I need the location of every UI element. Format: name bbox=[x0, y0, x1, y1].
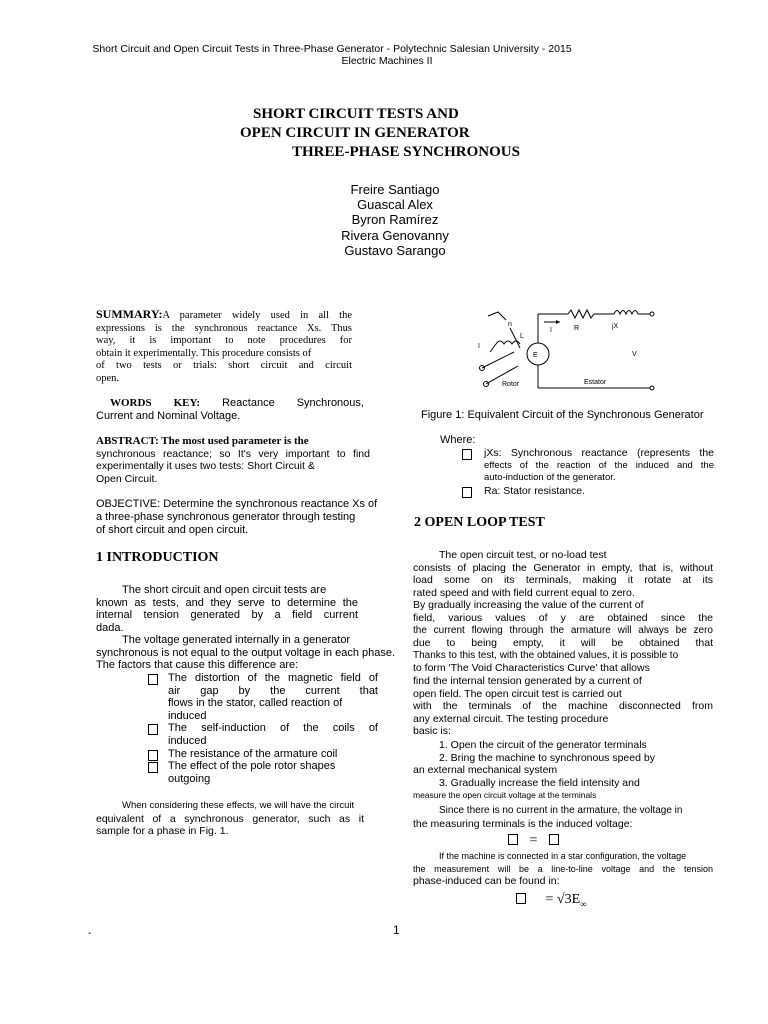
step-item: an external mechanical system bbox=[413, 764, 558, 777]
running-header-line1: Short Circuit and Open Circuit Tests in Three-Phase Generator - Polytechnic Salesian University - 2015 bbox=[92, 43, 572, 55]
paragraph-line: By gradually increasing the value of the current of bbox=[413, 599, 644, 612]
openloop-steps bbox=[413, 739, 713, 802]
equation-operator: = bbox=[529, 833, 538, 848]
list-item bbox=[148, 672, 378, 722]
bullet-box-icon bbox=[148, 724, 158, 735]
list-item-line: flows in the stator, called reaction of bbox=[168, 697, 343, 710]
resistor-icon bbox=[568, 310, 594, 318]
paragraph-line: phase-induced can be found in: bbox=[413, 875, 560, 888]
symbol-box-icon bbox=[516, 893, 526, 904]
where-label: Where: bbox=[440, 434, 476, 446]
list-item-line: Ra: Stator resistance. bbox=[484, 484, 585, 497]
running-header-line2: Electric Machines II bbox=[341, 55, 433, 67]
paragraph-line: the measurement will be a line-to-line voltage and the tension bbox=[413, 863, 713, 874]
paragraph-line: the current flowing through the armature will always be zero bbox=[413, 624, 713, 636]
paragraph-line: Thanks to this test, with the obtained values, it is possible to bbox=[413, 649, 679, 661]
label-vphi: V bbox=[632, 351, 637, 358]
label-ia: I bbox=[550, 327, 552, 334]
label-rotor: Rotor bbox=[502, 381, 520, 388]
bullet-box-icon bbox=[462, 487, 472, 498]
rotation-arrow-icon bbox=[488, 312, 506, 320]
equivalent-circuit-figure bbox=[470, 300, 670, 400]
intro-paragraph-1 bbox=[96, 584, 358, 634]
figure-caption: Figure 1: Equivalent Circuit of the Synchronous Generator bbox=[421, 409, 704, 421]
paragraph-line: to form 'The Void Characteristics Curve' that allows bbox=[413, 662, 650, 675]
summary-line: open. bbox=[96, 372, 120, 384]
abstract-line: Open Circuit. bbox=[96, 472, 158, 485]
intro-line: dada. bbox=[96, 621, 124, 634]
list-item-line: The resistance of the armature coil bbox=[168, 747, 338, 760]
paragraph-line: The open circuit test, or no-load test bbox=[439, 549, 607, 561]
bullet-box-icon bbox=[148, 674, 158, 685]
keywords-term: Reactance bbox=[222, 397, 275, 409]
abstract-block bbox=[96, 435, 370, 485]
intro-paragraph-2 bbox=[96, 634, 406, 672]
footer-mark: - bbox=[88, 928, 92, 939]
star-paragraph bbox=[413, 850, 713, 888]
summary-label: SUMMARY: bbox=[96, 307, 163, 321]
label-n: n bbox=[508, 321, 512, 328]
paragraph-line: the measuring terminals is the induced voltage: bbox=[413, 817, 633, 830]
paragraph-line: find the internal tension generated by a current of bbox=[413, 674, 642, 687]
paragraph-line: any external circuit. The testing procedure bbox=[413, 712, 609, 725]
label-ea: E bbox=[533, 352, 538, 359]
keywords-term: Synchronous, bbox=[296, 397, 364, 409]
paragraph-line: open field. The open circuit test is carried out bbox=[413, 687, 622, 700]
list-item bbox=[148, 748, 378, 761]
openloop-heading: 2 OPEN LOOP TEST bbox=[414, 515, 545, 530]
objective-block bbox=[96, 498, 396, 537]
step-item: 3. Gradually increase the field intensity and bbox=[439, 776, 640, 789]
paragraph-line: Since there is no current in the armature, the voltage in bbox=[439, 805, 683, 816]
list-item-line: The self-induction of the coils of bbox=[168, 722, 378, 735]
list-item bbox=[462, 447, 714, 485]
intro-line: equivalent of a synchronous generator, such as it bbox=[96, 812, 364, 825]
ea-source-icon bbox=[527, 343, 549, 365]
keywords-key: KEY: bbox=[173, 397, 201, 409]
summary-first-line: A parameter widely used in all the bbox=[162, 310, 352, 321]
intro-line: The factors that cause this difference are: bbox=[96, 659, 299, 672]
list-item-line: The distortion of the magnetic field of bbox=[168, 672, 378, 684]
author-2: Guascal Alex bbox=[357, 197, 433, 212]
inductor-icon bbox=[614, 311, 638, 315]
list-item bbox=[148, 760, 378, 785]
paragraph-line: If the machine is connected in a star configuration, the voltage bbox=[439, 851, 687, 861]
list-item-line: induced bbox=[168, 734, 207, 747]
intro-bullet-list bbox=[148, 672, 378, 785]
paragraph-line: field, various values of y are obtained since the bbox=[413, 611, 713, 624]
author-4: Rivera Genovanny bbox=[341, 228, 449, 243]
intro-line: synchronous is not equal to the output voltage in each phase. bbox=[96, 646, 396, 659]
intro-line: When considering these effects, we will have the circuit bbox=[122, 800, 355, 811]
list-item-line: The effect of the pole rotor shapes bbox=[168, 760, 336, 773]
objective-line: of short circuit and open circuit. bbox=[96, 524, 249, 536]
abstract-line: experimentally it uses two tests: Short Circuit & bbox=[96, 460, 315, 473]
keywords-word: WORDS bbox=[110, 397, 152, 409]
list-item bbox=[148, 722, 378, 747]
label-lf: L bbox=[520, 333, 524, 340]
objective-line: OBJECTIVE: Determine the synchronous reactance Xs of bbox=[96, 498, 378, 510]
label-stator: Estator bbox=[584, 379, 607, 386]
title-line3: THREE-PHASE SYNCHRONOUS bbox=[292, 144, 520, 160]
label-jxs: jX bbox=[612, 323, 619, 330]
intro-paragraph-3 bbox=[96, 800, 364, 838]
equation-line-voltage bbox=[516, 892, 587, 909]
abstract-line: synchronous reactance; so It's very important to find bbox=[96, 447, 370, 460]
title-line1: SHORT CIRCUIT TESTS AND bbox=[253, 106, 459, 122]
intro-line: sample for a phase in Fig. 1. bbox=[96, 825, 229, 838]
paragraph-line: with the terminals of the machine disconnected from bbox=[413, 700, 713, 713]
summary-line: of two tests or trials: short circuit and circuit bbox=[96, 360, 352, 372]
equation-subscript: ∞ bbox=[580, 898, 587, 909]
objective-line: a three-phase synchronous generator through testing bbox=[96, 511, 356, 523]
list-item-line: induced bbox=[168, 709, 207, 722]
step-item: measure the open circuit voltage at the terminals bbox=[413, 790, 597, 801]
list-item-line: effects of the reaction of the induced and the bbox=[484, 459, 714, 471]
paragraph-line: due to being empty, it will be obtained that bbox=[413, 637, 713, 650]
summary-line: way, it is important to note procedures for bbox=[96, 335, 352, 347]
intro-heading: 1 INTRODUCTION bbox=[96, 550, 219, 565]
list-item-line: air gap by the current that bbox=[168, 684, 378, 697]
label-if: I bbox=[478, 343, 480, 350]
paragraph-line: basic is: bbox=[413, 725, 451, 738]
symbol-box-icon bbox=[549, 834, 559, 845]
intro-line: The voltage generated internally in a generator bbox=[122, 634, 351, 646]
paragraph-line: rated speed and with field current equal to zero. bbox=[413, 586, 635, 599]
list-item-line: auto-induction of the generator. bbox=[484, 472, 616, 484]
intro-line: internal tension generated by a field current bbox=[96, 609, 358, 622]
intro-line: known as tests, and they serve to determine the bbox=[96, 596, 358, 609]
summary-block bbox=[96, 308, 352, 386]
intro-line: The short circuit and open circuit tests are bbox=[122, 584, 327, 596]
abstract-label: ABSTRACT: The most used parameter is the bbox=[96, 435, 309, 447]
openloop-after bbox=[413, 805, 713, 830]
author-3: Byron Ramírez bbox=[351, 212, 439, 227]
page-number: 1 bbox=[393, 923, 400, 937]
where-list bbox=[462, 447, 714, 497]
bullet-box-icon bbox=[148, 750, 158, 761]
bullet-box-icon bbox=[462, 449, 472, 460]
paragraph-line: consists of placing the Generator in empty, that is, without bbox=[413, 561, 713, 574]
symbol-box-icon bbox=[508, 834, 518, 845]
author-5: Gustavo Sarango bbox=[344, 243, 446, 258]
bullet-box-icon bbox=[148, 762, 158, 773]
summary-line: expressions is the synchronous reactance Xs. Thus bbox=[96, 322, 352, 334]
summary-line: obtain it experimentally. This procedure consists of bbox=[96, 347, 312, 359]
list-item-line: jXs: Synchronous reactance (represents the bbox=[484, 447, 714, 459]
equation-body: = √3E bbox=[545, 892, 581, 907]
title-line2: OPEN CIRCUIT IN GENERATOR bbox=[240, 125, 470, 141]
list-item bbox=[462, 485, 714, 498]
keywords-line2: Current and Nominal Voltage. bbox=[96, 410, 241, 422]
paragraph-line: load some on its terminals, making it rotate at its bbox=[413, 574, 713, 587]
equation-induced-voltage bbox=[508, 833, 559, 849]
field-coil-icon bbox=[490, 341, 520, 352]
label-ra: R bbox=[574, 325, 580, 332]
keywords-block bbox=[96, 397, 364, 423]
author-1: Freire Santiago bbox=[350, 182, 440, 197]
step-item: 1. Open the circuit of the generator terminals bbox=[439, 739, 647, 751]
step-item: 2. Bring the machine to synchronous speed by bbox=[439, 751, 655, 764]
openloop-paragraph bbox=[413, 549, 713, 738]
list-item-line: outgoing bbox=[168, 772, 211, 785]
